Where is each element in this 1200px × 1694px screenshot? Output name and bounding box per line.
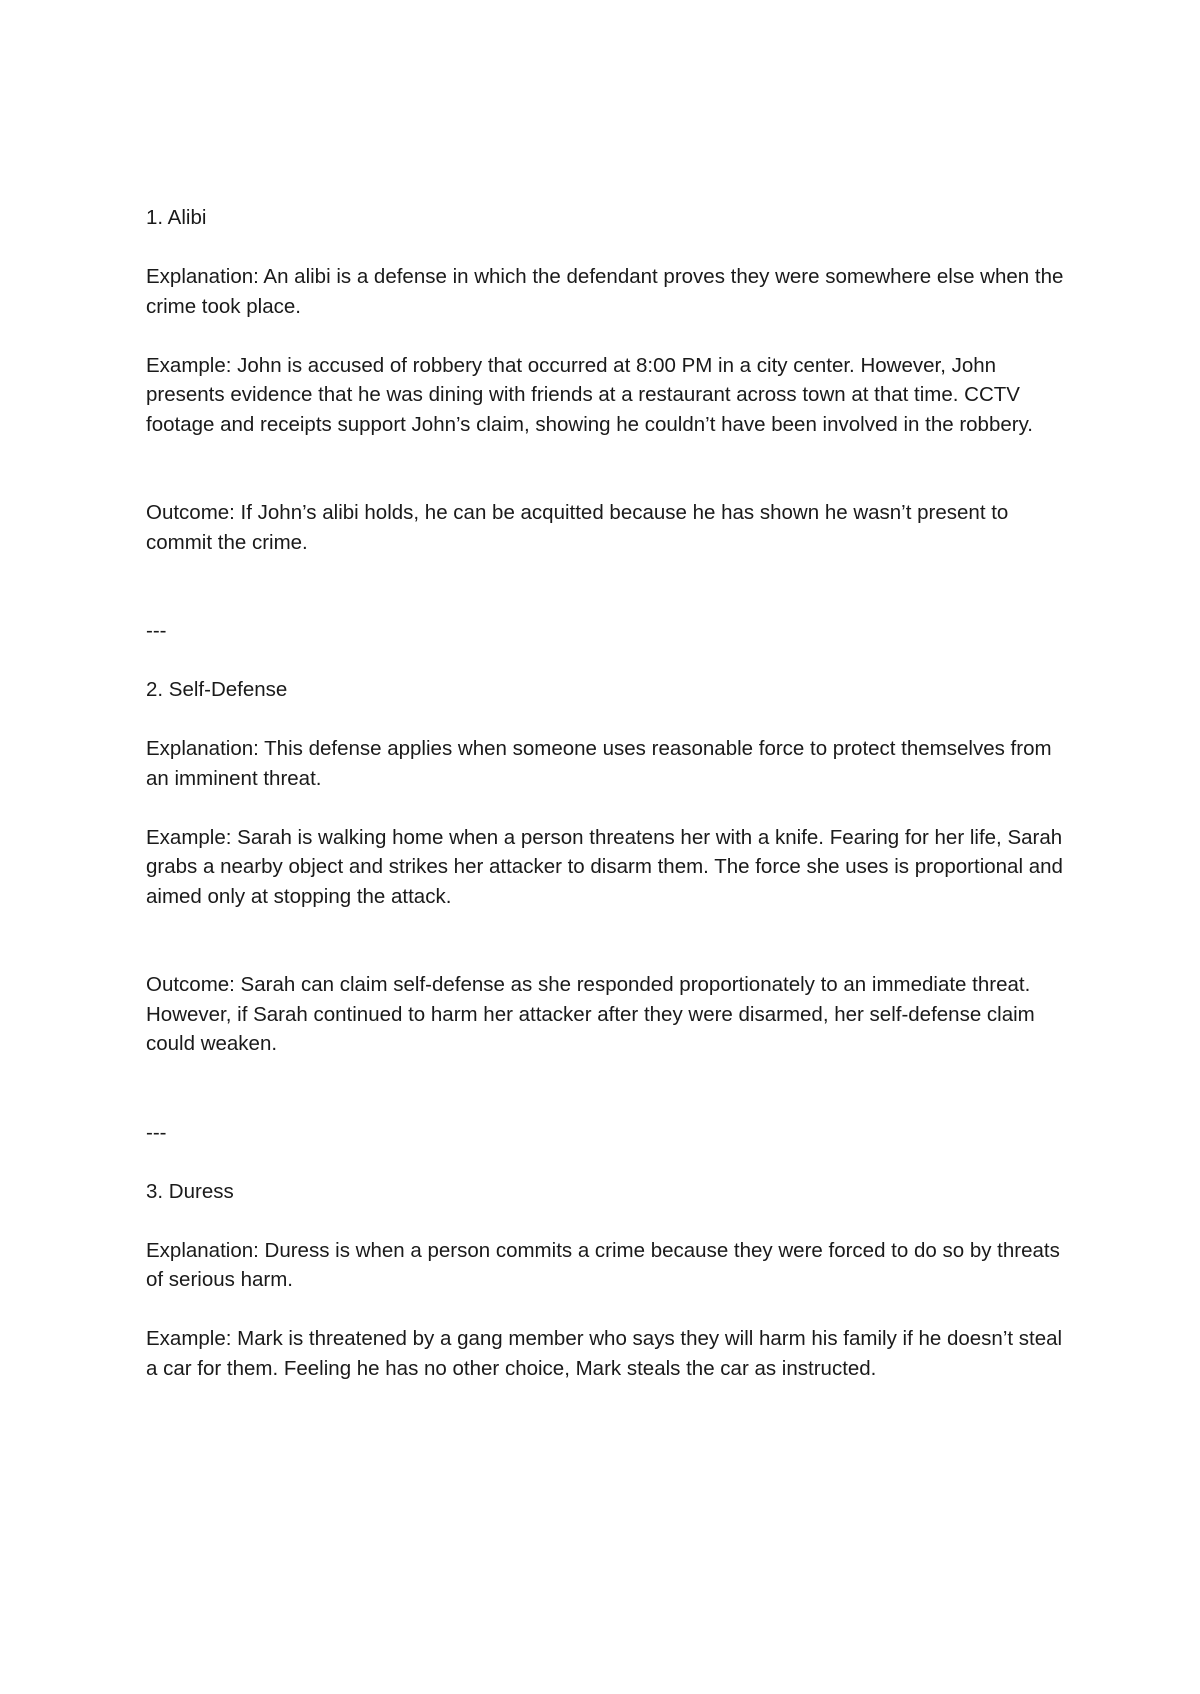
section-heading-duress: 3. Duress bbox=[146, 1179, 234, 1203]
alibi-explanation: Explanation: An alibi is a defense in which the defendant proves they were somewhere else when the crime took place. bbox=[146, 265, 1064, 318]
alibi-example: Example: John is accused of robbery that occurred at 8:00 PM in a city center. However, John presents evidence that he was dining with friends at a restaurant across town at that time. CCTV footage and receipts support John’s claim, showing he couldn’t have been involved in the robbery. bbox=[146, 353, 1033, 436]
section-heading-self-defense: 2. Self-Defense bbox=[146, 678, 288, 701]
separator-1: --- bbox=[146, 619, 167, 642]
self-defense-outcome: Outcome: Sarah can claim self-defense as she responded proportionately to an immediate threat. However, if Sarah continued to harm her attacker after they were disarmed, her self-defense claim could weaken. bbox=[146, 973, 1035, 1055]
self-defense-explanation: Explanation: This defense applies when someone uses reasonable force to protect themselves from an imminent threat. bbox=[146, 737, 1052, 790]
alibi-outcome: Outcome: If John’s alibi holds, he can be acquitted because he has shown he wasn’t present to commit the crime. bbox=[146, 501, 1009, 554]
self-defense-example: Example: Sarah is walking home when a person threatens her with a knife. Fearing for her life, Sarah grabs a nearby object and strikes her attacker to disarm them. The force she uses is proportional and aimed only at stopping the attack. bbox=[146, 825, 1063, 908]
document-body bbox=[146, 203, 1076, 1383]
duress-example: Example: Mark is threatened by a gang member who says they will harm his family if he doesn’t steal a car for them. Feeling he has no other choice, Mark steals the car as instructed. bbox=[146, 1327, 1063, 1380]
section-heading-alibi: 1. Alibi bbox=[146, 206, 207, 229]
separator-2: --- bbox=[146, 1120, 167, 1144]
duress-explanation: Explanation: Duress is when a person commits a crime because they were forced to do so by threats of serious harm. bbox=[146, 1238, 1060, 1291]
